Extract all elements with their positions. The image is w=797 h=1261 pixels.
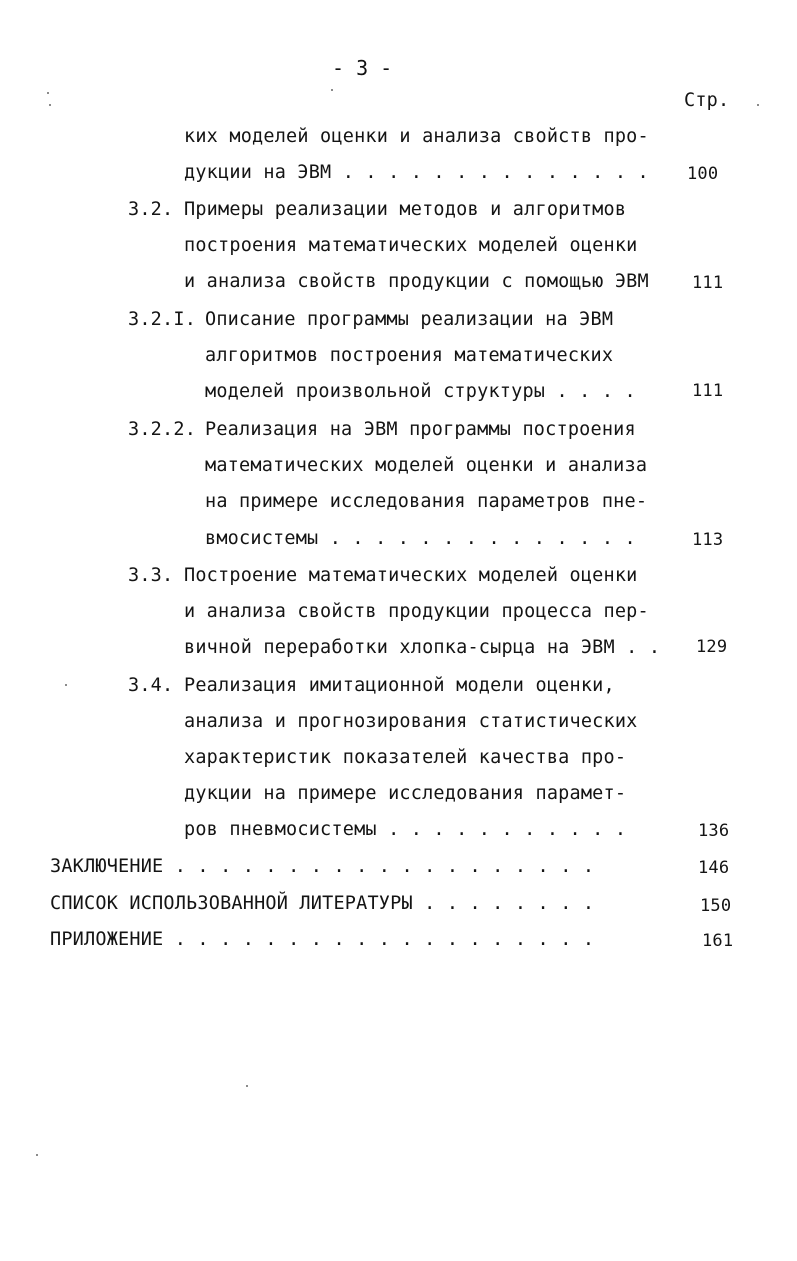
- section-number: 3.3.: [128, 565, 174, 586]
- section-number: 3.2.: [128, 199, 174, 220]
- toc-line: математических моделей оценки и анализа: [205, 455, 648, 476]
- toc-line-appendix: ПРИЛОЖЕНИЕ . . . . . . . . . . . . . . . . . . .: [50, 929, 595, 950]
- toc-page-ref: 111: [692, 273, 724, 293]
- page-column-header: Стр.: [684, 90, 730, 111]
- toc-page-ref: 100: [687, 164, 719, 184]
- toc-line: Примеры реализации методов и алгоритмов: [184, 199, 627, 220]
- section-number: 3.2.I.: [128, 309, 197, 330]
- toc-line: Реализация на ЭВМ программы построения: [205, 419, 636, 440]
- toc-line: вмосистемы . . . . . . . . . . . . . .: [205, 528, 636, 549]
- toc-line: на примере исследования параметров пне-: [205, 491, 648, 512]
- scan-speck: [36, 1154, 38, 1156]
- toc-line: дукции на примере исследования парамет-: [184, 783, 627, 804]
- toc-line: анализа и прогнозирования статистических: [184, 711, 638, 732]
- toc-line: дукции на ЭВМ . . . . . . . . . . . . . .: [184, 162, 649, 183]
- toc-line: Описание программы реализации на ЭВМ: [205, 309, 614, 330]
- scan-speck: [331, 89, 333, 91]
- scan-speck: [65, 684, 67, 686]
- toc-page-ref: 150: [700, 896, 732, 916]
- toc-line: алгоритмов построения математических: [205, 345, 614, 366]
- toc-page-ref: 129: [696, 637, 728, 657]
- toc-line: характеристик показателей качества про-: [184, 747, 627, 768]
- toc-line: моделей произвольной структуры . . . .: [205, 381, 636, 402]
- toc-line: и анализа свойств продукции процесса пер-: [184, 601, 649, 622]
- page-number: - 3 -: [332, 56, 393, 80]
- toc-line: ких моделей оценки и анализа свойств про-: [184, 126, 649, 147]
- toc-page-ref: 113: [692, 530, 724, 550]
- scan-speck: [47, 92, 49, 94]
- toc-line-conclusion: ЗАКЛЮЧЕНИЕ . . . . . . . . . . . . . . . . . . .: [50, 856, 595, 877]
- scan-speck: [49, 104, 51, 106]
- toc-line: вичной переработки хлопка-сырца на ЭВМ . .: [184, 637, 661, 658]
- toc-line: и анализа свойств продукции с помощью ЭВМ: [184, 271, 649, 292]
- toc-line: Построение математических моделей оценки: [184, 565, 638, 586]
- toc-line: построения математических моделей оценки: [184, 235, 638, 256]
- toc-line: Реализация имитационной модели оценки,: [184, 675, 615, 696]
- toc-line: ров пневмосистемы . . . . . . . . . . .: [184, 819, 627, 840]
- scan-speck: [757, 104, 759, 106]
- toc-page-ref: 146: [698, 858, 730, 878]
- toc-page-ref: 136: [698, 821, 730, 841]
- section-number: 3.4.: [128, 675, 174, 696]
- section-number: 3.2.2.: [128, 419, 197, 440]
- toc-line-references: СПИСОК ИСПОЛЬЗОВАННОЙ ЛИТЕРАТУРЫ . . . . . . . .: [50, 893, 595, 914]
- toc-page-ref: 161: [702, 931, 734, 951]
- toc-page-ref: 111: [692, 381, 724, 401]
- scan-speck: [246, 1085, 248, 1087]
